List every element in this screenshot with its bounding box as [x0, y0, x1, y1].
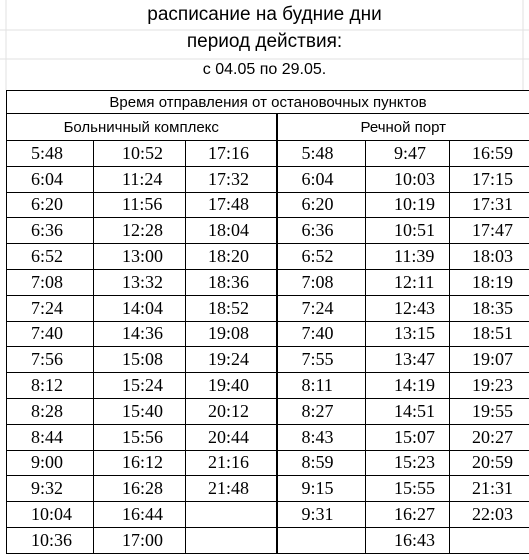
departure-time-cell: 8:27 [277, 398, 366, 424]
departure-time-cell: 10:36 [7, 527, 94, 553]
table-row [7, 502, 529, 528]
departure-time-cell: 20:59 [450, 450, 529, 476]
departure-time-cell [277, 527, 366, 553]
departure-time-cell: 9:32 [7, 476, 94, 502]
table-row [7, 244, 529, 270]
departure-time-cell: 12:28 [94, 218, 186, 244]
departure-time-cell: 10:52 [94, 141, 186, 167]
departure-time-cell: 13:00 [94, 244, 186, 270]
departure-time-cell: 6:36 [7, 218, 94, 244]
departure-time-cell: 15:08 [94, 347, 186, 373]
departure-time-cell: 15:07 [366, 424, 450, 450]
departure-time-cell: 17:47 [450, 218, 529, 244]
departure-time-cell: 10:04 [7, 502, 94, 528]
table-row [7, 424, 529, 450]
departure-time-cell: 18:36 [186, 269, 277, 295]
departure-time-cell: 14:51 [366, 398, 450, 424]
table-row [7, 373, 529, 399]
departure-time-cell: 6:36 [277, 218, 366, 244]
departure-time-cell: 21:31 [450, 476, 529, 502]
departure-time-cell: 7:08 [277, 269, 366, 295]
departure-time-cell: 9:31 [277, 502, 366, 528]
table-row [7, 347, 529, 373]
table-row [7, 192, 529, 218]
departure-time-cell: 9:00 [7, 450, 94, 476]
departure-time-cell: 18:51 [450, 321, 529, 347]
departure-time-cell: 12:11 [366, 269, 450, 295]
table-row [7, 476, 529, 502]
departure-time-cell: 8:44 [7, 424, 94, 450]
caption-row [7, 91, 529, 114]
departure-time-cell: 21:16 [186, 450, 277, 476]
departure-time-cell: 15:56 [94, 424, 186, 450]
departure-time-cell: 10:03 [366, 166, 450, 192]
departure-time-cell: 10:51 [366, 218, 450, 244]
departure-time-cell: 6:04 [277, 166, 366, 192]
departure-time-cell: 19:07 [450, 347, 529, 373]
departure-time-cell: 20:12 [186, 398, 277, 424]
departure-time-cell: 8:43 [277, 424, 366, 450]
departure-time-cell: 18:19 [450, 269, 529, 295]
departure-time-cell: 8:12 [7, 373, 94, 399]
departure-time-cell: 17:15 [450, 166, 529, 192]
departure-time-cell: 6:52 [7, 244, 94, 270]
validity-dates: с 04.05 по 29.05. [202, 61, 327, 78]
departure-time-cell: 18:04 [186, 218, 277, 244]
departure-time-cell: 19:55 [450, 398, 529, 424]
table-row [7, 269, 529, 295]
departure-time-cell: 7:24 [7, 295, 94, 321]
departure-time-cell: 5:48 [277, 141, 366, 167]
table-row [7, 166, 529, 192]
departure-time-cell: 21:48 [186, 476, 277, 502]
departure-time-cell: 11:24 [94, 166, 186, 192]
departure-time-cell: 13:15 [366, 321, 450, 347]
departure-time-cell: 18:03 [450, 244, 529, 270]
departure-time-cell: 16:27 [366, 502, 450, 528]
departure-time-cell: 11:39 [366, 244, 450, 270]
departure-time-cell: 16:43 [366, 527, 450, 553]
table-row [7, 321, 529, 347]
table-row [7, 141, 529, 167]
departure-time-cell: 14:36 [94, 321, 186, 347]
departure-time-cell: 8:59 [277, 450, 366, 476]
departure-time-cell: 6:20 [277, 192, 366, 218]
departure-time-cell [186, 527, 277, 553]
departure-time-cell: 6:52 [277, 244, 366, 270]
departure-time-cell: 7:56 [7, 347, 94, 373]
departure-time-cell: 13:47 [366, 347, 450, 373]
departure-time-cell: 15:23 [366, 450, 450, 476]
departure-time-cell [186, 502, 277, 528]
departure-time-cell: 20:44 [186, 424, 277, 450]
departure-time-cell: 18:20 [186, 244, 277, 270]
departure-time-cell: 15:24 [94, 373, 186, 399]
departure-time-cell: 16:12 [94, 450, 186, 476]
departure-time-cell: 6:20 [7, 192, 94, 218]
departure-time-cell: 7:55 [277, 347, 366, 373]
stop-name-bolnichny-kompleks: Больничный комплекс [7, 114, 277, 141]
departure-time-cell: 19:08 [186, 321, 277, 347]
departure-time-cell: 17:32 [186, 166, 277, 192]
departure-time-cell: 17:00 [94, 527, 186, 553]
departure-time-cell: 19:24 [186, 347, 277, 373]
table-row [7, 295, 529, 321]
departure-time-cell: 15:55 [366, 476, 450, 502]
departure-time-cell: 14:04 [94, 295, 186, 321]
validity-period-label: период действия: [186, 31, 343, 52]
departure-time-cell: 7:24 [277, 295, 366, 321]
departure-time-cell: 12:43 [366, 295, 450, 321]
departure-time-cell: 15:40 [94, 398, 186, 424]
timetable [6, 90, 529, 554]
departure-time-cell: 19:40 [186, 373, 277, 399]
departure-time-cell: 16:44 [94, 502, 186, 528]
stops-row [7, 114, 529, 141]
departure-time-cell: 18:52 [186, 295, 277, 321]
departure-time-cell: 20:27 [450, 424, 529, 450]
departure-time-cell: 10:19 [366, 192, 450, 218]
departure-time-cell: 7:08 [7, 269, 94, 295]
departure-time-cell [450, 527, 529, 553]
departure-time-cell: 8:28 [7, 398, 94, 424]
table-row [7, 527, 529, 553]
departure-time-cell: 11:56 [94, 192, 186, 218]
departure-time-cell: 18:35 [450, 295, 529, 321]
departure-time-cell: 14:19 [366, 373, 450, 399]
departure-time-cell: 9:47 [366, 141, 450, 167]
table-row [7, 398, 529, 424]
departure-time-cell: 16:28 [94, 476, 186, 502]
departure-time-cell: 19:23 [450, 373, 529, 399]
departure-time-cell: 16:59 [450, 141, 529, 167]
table-row [7, 450, 529, 476]
departure-time-cell: 7:40 [277, 321, 366, 347]
departure-time-cell: 13:32 [94, 269, 186, 295]
table-caption: Время отправления от остановочных пунктов [7, 91, 529, 114]
departure-time-cell: 5:48 [7, 141, 94, 167]
stop-name-rechnoy-port: Речной порт [277, 114, 529, 141]
table-row [7, 218, 529, 244]
departure-time-cell: 17:48 [186, 192, 277, 218]
departure-time-cell: 8:11 [277, 373, 366, 399]
departure-time-cell: 6:04 [7, 166, 94, 192]
departure-time-cell: 9:15 [277, 476, 366, 502]
departure-time-cell: 7:40 [7, 321, 94, 347]
schedule-title: расписание на будние дни [147, 4, 382, 25]
departure-time-cell: 17:16 [186, 141, 277, 167]
departure-time-cell: 22:03 [450, 502, 529, 528]
departure-time-cell: 17:31 [450, 192, 529, 218]
